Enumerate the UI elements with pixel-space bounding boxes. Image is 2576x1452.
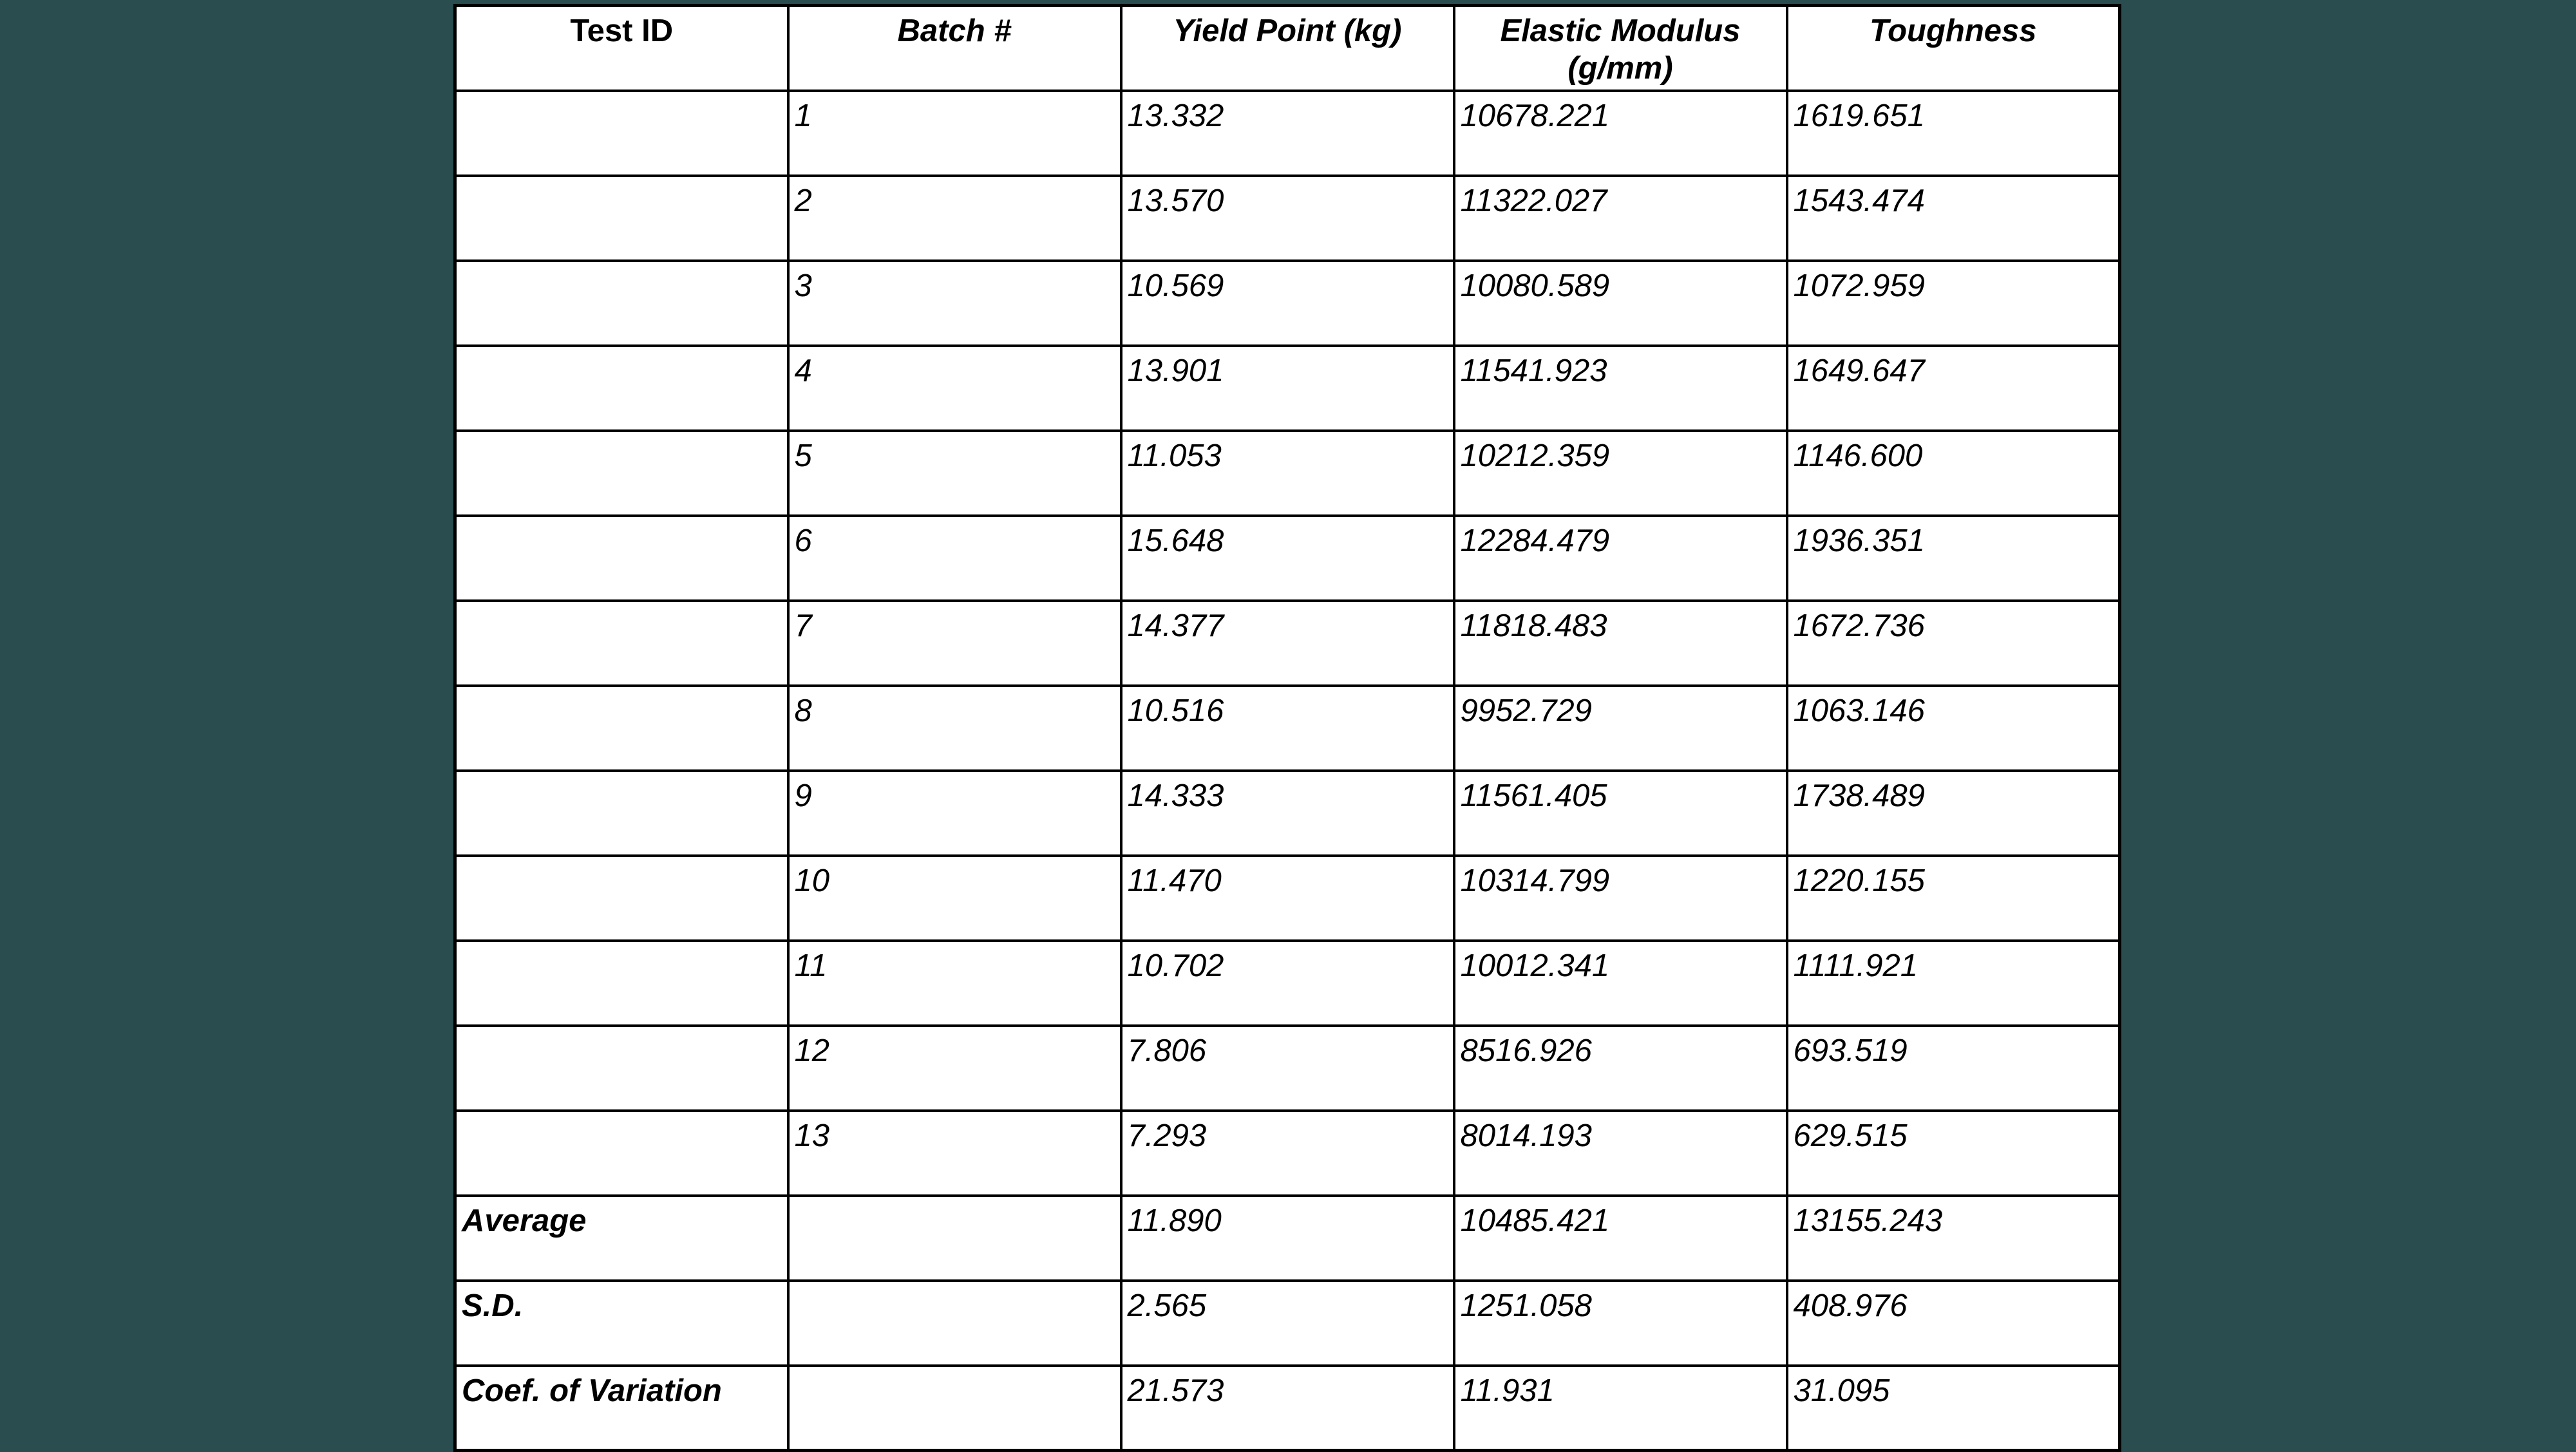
table-row [455,856,2120,941]
cell-batch[interactable] [788,1281,1121,1366]
cell-test-id[interactable] [455,431,788,516]
cell-test-id[interactable] [455,91,788,176]
cell-yield-point[interactable]: 13.332 [1121,91,1454,176]
cell-batch[interactable]: 7 [788,601,1121,686]
table-row [455,516,2120,601]
cell-test-id[interactable] [455,856,788,941]
cell-batch[interactable]: 9 [788,771,1121,856]
table-row [455,686,2120,771]
data-table [453,4,2121,1452]
summary-label[interactable]: Average [455,1196,788,1281]
cell-batch[interactable] [788,1366,1121,1451]
column-header-test-id[interactable]: Test ID [455,6,788,91]
cell-batch[interactable] [788,1196,1121,1281]
cell-yield-point[interactable]: 2.565 [1121,1281,1454,1366]
cell-test-id[interactable] [455,771,788,856]
cell-batch[interactable]: 11 [788,941,1121,1026]
cell-batch[interactable]: 10 [788,856,1121,941]
summary-row [455,1196,2120,1281]
cell-toughness[interactable]: 1936.351 [1787,516,2120,601]
table-row [455,941,2120,1026]
cell-test-id[interactable] [455,1026,788,1111]
table-row [455,91,2120,176]
cell-toughness[interactable]: 1649.647 [1787,346,2120,431]
cell-yield-point[interactable]: 21.573 [1121,1366,1454,1451]
cell-test-id[interactable] [455,941,788,1026]
column-header-batch[interactable]: Batch # [788,6,1121,91]
cell-elastic-modulus[interactable]: 8014.193 [1454,1111,1787,1196]
cell-batch[interactable]: 3 [788,261,1121,346]
cell-test-id[interactable] [455,601,788,686]
cell-toughness[interactable]: 1063.146 [1787,686,2120,771]
cell-toughness[interactable]: 1072.959 [1787,261,2120,346]
header-row [455,6,2120,91]
cell-elastic-modulus[interactable]: 10212.359 [1454,431,1787,516]
cell-yield-point[interactable]: 11.470 [1121,856,1454,941]
cell-elastic-modulus[interactable]: 12284.479 [1454,516,1787,601]
cell-elastic-modulus[interactable]: 10485.421 [1454,1196,1787,1281]
cell-toughness[interactable]: 31.095 [1787,1366,2120,1451]
cell-yield-point[interactable]: 11.890 [1121,1196,1454,1281]
cell-toughness[interactable]: 693.519 [1787,1026,2120,1111]
cell-toughness[interactable]: 1619.651 [1787,91,2120,176]
cell-batch[interactable]: 1 [788,91,1121,176]
cell-elastic-modulus[interactable]: 10012.341 [1454,941,1787,1026]
cell-yield-point[interactable]: 10.569 [1121,261,1454,346]
summary-row [455,1281,2120,1366]
cell-yield-point[interactable]: 11.053 [1121,431,1454,516]
cell-yield-point[interactable]: 10.516 [1121,686,1454,771]
cell-batch[interactable]: 2 [788,176,1121,261]
cell-batch[interactable]: 6 [788,516,1121,601]
cell-elastic-modulus[interactable]: 10080.589 [1454,261,1787,346]
cell-toughness[interactable]: 1220.155 [1787,856,2120,941]
cell-toughness[interactable]: 13155.243 [1787,1196,2120,1281]
cell-test-id[interactable] [455,686,788,771]
table-row [455,431,2120,516]
column-header-toughness[interactable]: Toughness [1787,6,2120,91]
cell-batch[interactable]: 4 [788,346,1121,431]
cell-test-id[interactable] [455,261,788,346]
cell-elastic-modulus[interactable]: 1251.058 [1454,1281,1787,1366]
summary-label[interactable]: S.D. [455,1281,788,1366]
spreadsheet-sheet [453,4,2121,1449]
table-row [455,346,2120,431]
cell-elastic-modulus[interactable]: 9952.729 [1454,686,1787,771]
table-body [455,91,2120,1451]
cell-toughness[interactable]: 1738.489 [1787,771,2120,856]
cell-elastic-modulus[interactable]: 11541.923 [1454,346,1787,431]
cell-batch[interactable]: 5 [788,431,1121,516]
cell-toughness[interactable]: 1672.736 [1787,601,2120,686]
cell-toughness[interactable]: 1111.921 [1787,941,2120,1026]
cell-yield-point[interactable]: 7.806 [1121,1026,1454,1111]
cell-toughness[interactable]: 408.976 [1787,1281,2120,1366]
table-row [455,176,2120,261]
cell-batch[interactable]: 13 [788,1111,1121,1196]
summary-row [455,1366,2120,1451]
cell-elastic-modulus[interactable]: 10314.799 [1454,856,1787,941]
cell-toughness[interactable]: 629.515 [1787,1111,2120,1196]
cell-elastic-modulus[interactable]: 10678.221 [1454,91,1787,176]
cell-elastic-modulus[interactable]: 8516.926 [1454,1026,1787,1111]
cell-yield-point[interactable]: 10.702 [1121,941,1454,1026]
cell-elastic-modulus[interactable]: 11322.027 [1454,176,1787,261]
cell-elastic-modulus[interactable]: 11561.405 [1454,771,1787,856]
table-row [455,1026,2120,1111]
cell-toughness[interactable]: 1146.600 [1787,431,2120,516]
table-row [455,601,2120,686]
cell-batch[interactable]: 8 [788,686,1121,771]
cell-test-id[interactable] [455,1111,788,1196]
table-row [455,261,2120,346]
summary-label[interactable]: Coef. of Variation [455,1366,788,1451]
cell-test-id[interactable] [455,346,788,431]
column-header-elastic-modulus[interactable]: Elastic Modulus (g/mm) [1454,6,1787,91]
cell-yield-point[interactable]: 15.648 [1121,516,1454,601]
cell-yield-point[interactable]: 13.901 [1121,346,1454,431]
cell-yield-point[interactable]: 7.293 [1121,1111,1454,1196]
cell-elastic-modulus[interactable]: 11.931 [1454,1366,1787,1451]
cell-test-id[interactable] [455,516,788,601]
cell-yield-point[interactable]: 13.570 [1121,176,1454,261]
cell-elastic-modulus[interactable]: 11818.483 [1454,601,1787,686]
cell-toughness[interactable]: 1543.474 [1787,176,2120,261]
table-row [455,1111,2120,1196]
cell-yield-point[interactable]: 14.333 [1121,771,1454,856]
column-header-yield-point[interactable]: Yield Point (kg) [1121,6,1454,91]
table-row [455,771,2120,856]
cell-batch[interactable]: 12 [788,1026,1121,1111]
cell-yield-point[interactable]: 14.377 [1121,601,1454,686]
cell-test-id[interactable] [455,176,788,261]
